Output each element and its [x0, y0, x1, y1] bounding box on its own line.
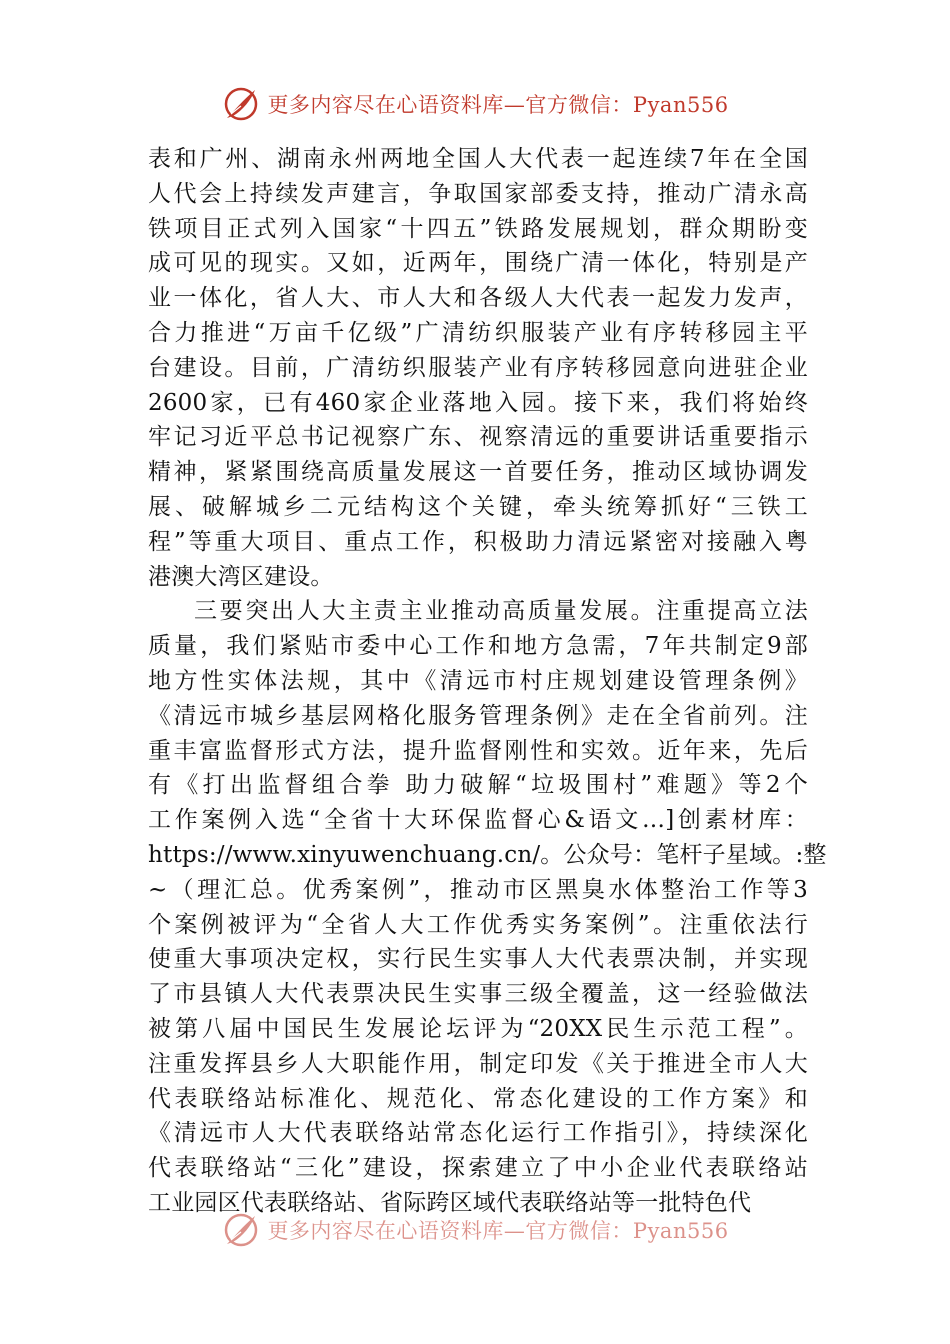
- text-line: 程”等重大项目、重点工作，积极助力清远紧密对接融入粤: [148, 528, 808, 555]
- watermark-text: 更多内容尽在心语资料库—官方微信：Pyan556: [267, 93, 729, 117]
- document-body: [148, 142, 827, 1221]
- text-line: 工业园区代表联络站、省际跨区域代表联络站等一批特色代: [148, 1189, 752, 1216]
- text-line: 被第八届中国民生发展论坛评为“20XX民生示范工程”。: [148, 1015, 808, 1042]
- watermark-text: 更多内容尽在心语资料库—官方微信：Pyan556: [267, 1219, 729, 1243]
- paragraph: [148, 142, 808, 594]
- watermark-footer: [0, 1210, 950, 1250]
- text-line: 合力推进“万亩千亿级”广清纺织服装产业有序转移园主平: [148, 319, 808, 346]
- text-line: ~（理汇总。优秀案例”，推动市区黑臭水体整治工作等3: [148, 876, 808, 903]
- text-line: 铁项目正式列入国家“十四五”铁路发展规划，群众期盼变: [148, 215, 808, 242]
- quill-circle-icon: [221, 84, 261, 124]
- text-line: 质量，我们紧贴市委中心工作和地方急需，7年共制定9部: [148, 633, 808, 660]
- text-line: 重丰富监督形式方法，提升监督刚性和实效。近年来，先后: [148, 737, 808, 764]
- text-line: 《清远市人大代表联络站常态化运行工作指引》，持续深化: [148, 1120, 808, 1147]
- quill-circle-icon: [221, 1210, 261, 1250]
- paragraph: [148, 594, 827, 1220]
- text-line: 代表联络站标准化、规范化、常态化建设的工作方案》和: [148, 1085, 808, 1112]
- text-line: 了市县镇人大代表票决民生实事三级全覆盖，这一经验做法: [148, 981, 808, 1008]
- text-line: 业一体化，省人大、市人大和各级人大代表一起发力发声，: [148, 285, 808, 312]
- text-line: 工作案例入选“全省十大环保监督心&语文…]创素材库：: [148, 807, 808, 834]
- text-line: 三要突出人大主责主业推动高质量发展。注重提高立法: [194, 598, 808, 625]
- text-line: 港澳大湾区建设。: [148, 563, 334, 590]
- text-line: https://www.xinyuwenchuang.cn/。公众号：笔杆子星域。:整: [148, 841, 827, 868]
- text-line: 有《打出监督组合拳 助力破解“垃圾围村”难题》等2个: [148, 772, 808, 799]
- text-line: 注重发挥县乡人大职能作用，制定印发《关于推进全市人大: [148, 1050, 808, 1077]
- watermark-header: [0, 84, 950, 124]
- text-line: 使重大事项决定权，实行民生实事人大代表票决制，并实现: [148, 946, 808, 973]
- text-line: 人代会上持续发声建言，争取国家部委支持，推动广清永高: [148, 180, 808, 207]
- text-line: 表和广州、湖南永州两地全国人大代表一起连续7年在全国: [148, 146, 808, 172]
- text-line: 代表联络站“三化”建设，探索建立了中小企业代表联络站: [148, 1155, 808, 1182]
- text-line: 精神，紧紧围绕高质量发展这一首要任务，推动区域协调发: [148, 459, 808, 486]
- text-line: 地方性实体法规，其中《清远市村庄规划建设管理条例》: [148, 667, 808, 694]
- text-line: 展、破解城乡二元结构这个关键，牵头统筹抓好“三铁工: [148, 493, 808, 520]
- text-line: 台建设。目前，广清纺织服装产业有序转移园意向进驻企业: [148, 354, 808, 381]
- text-line: 2600家，已有460家企业落地入园。接下来，我们将始终: [148, 389, 808, 416]
- text-line: 《清远市城乡基层网格化服务管理条例》走在全省前列。注: [148, 702, 808, 729]
- text-line: 牢记习近平总书记视察广东、视察清远的重要讲话重要指示: [148, 424, 808, 451]
- text-line: 成可见的现实。又如，近两年，围绕广清一体化，特别是产: [148, 250, 808, 277]
- text-line: 个案例被评为“全省人大工作优秀实务案例”。注重依法行: [148, 911, 808, 938]
